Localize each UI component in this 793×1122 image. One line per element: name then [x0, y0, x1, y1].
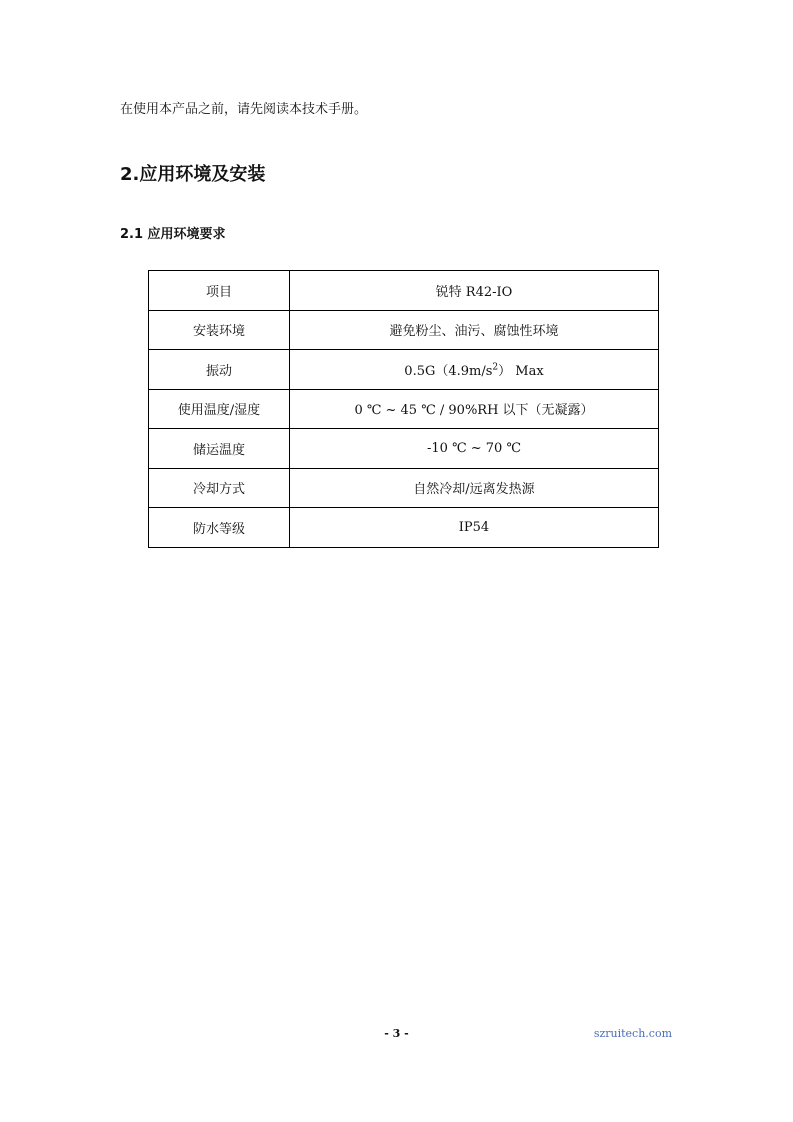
- row-label: 防水等级: [149, 508, 290, 548]
- intro-paragraph: 在使用本产品之前，请先阅读本技术手册。: [120, 102, 368, 117]
- subsection-heading: 2.1 应用环境要求: [120, 227, 226, 242]
- row-value: 避免粉尘、油污、腐蚀性环境: [290, 310, 659, 350]
- row-label: 安装环境: [149, 310, 290, 350]
- row-value: [290, 350, 659, 390]
- row-label: 冷却方式: [149, 468, 290, 508]
- table-row: [149, 468, 659, 508]
- row-value: IP54: [290, 508, 659, 548]
- website-link[interactable]: szruitech.com: [593, 1027, 672, 1040]
- row-value: 自然冷却/远离发热源: [290, 468, 659, 508]
- table-row: [149, 389, 659, 429]
- vibration-value-suffix: ） Max: [498, 363, 544, 379]
- row-value: -10 ℃ ~ 70 ℃: [290, 429, 659, 469]
- row-label: 使用温度/湿度: [149, 389, 290, 429]
- row-label: 项目: [149, 271, 290, 311]
- section-heading: 2.应用环境及安装: [120, 164, 266, 185]
- row-label: 振动: [149, 350, 290, 390]
- table-row: [149, 350, 659, 390]
- page-number: - 3 -: [384, 1027, 409, 1040]
- table-row: [149, 271, 659, 311]
- environment-spec-table: [148, 270, 659, 548]
- row-value: 锐特 R42-IO: [290, 271, 659, 311]
- row-label: 储运温度: [149, 429, 290, 469]
- table-row: [149, 508, 659, 548]
- table-row: [149, 429, 659, 469]
- table-row: [149, 310, 659, 350]
- row-value: 0 ℃ ~ 45 ℃ / 90%RH 以下（无凝露）: [290, 389, 659, 429]
- vibration-value-superscript: 2: [492, 362, 499, 373]
- vibration-value-prefix: 0.5G（4.9m/s: [404, 363, 493, 379]
